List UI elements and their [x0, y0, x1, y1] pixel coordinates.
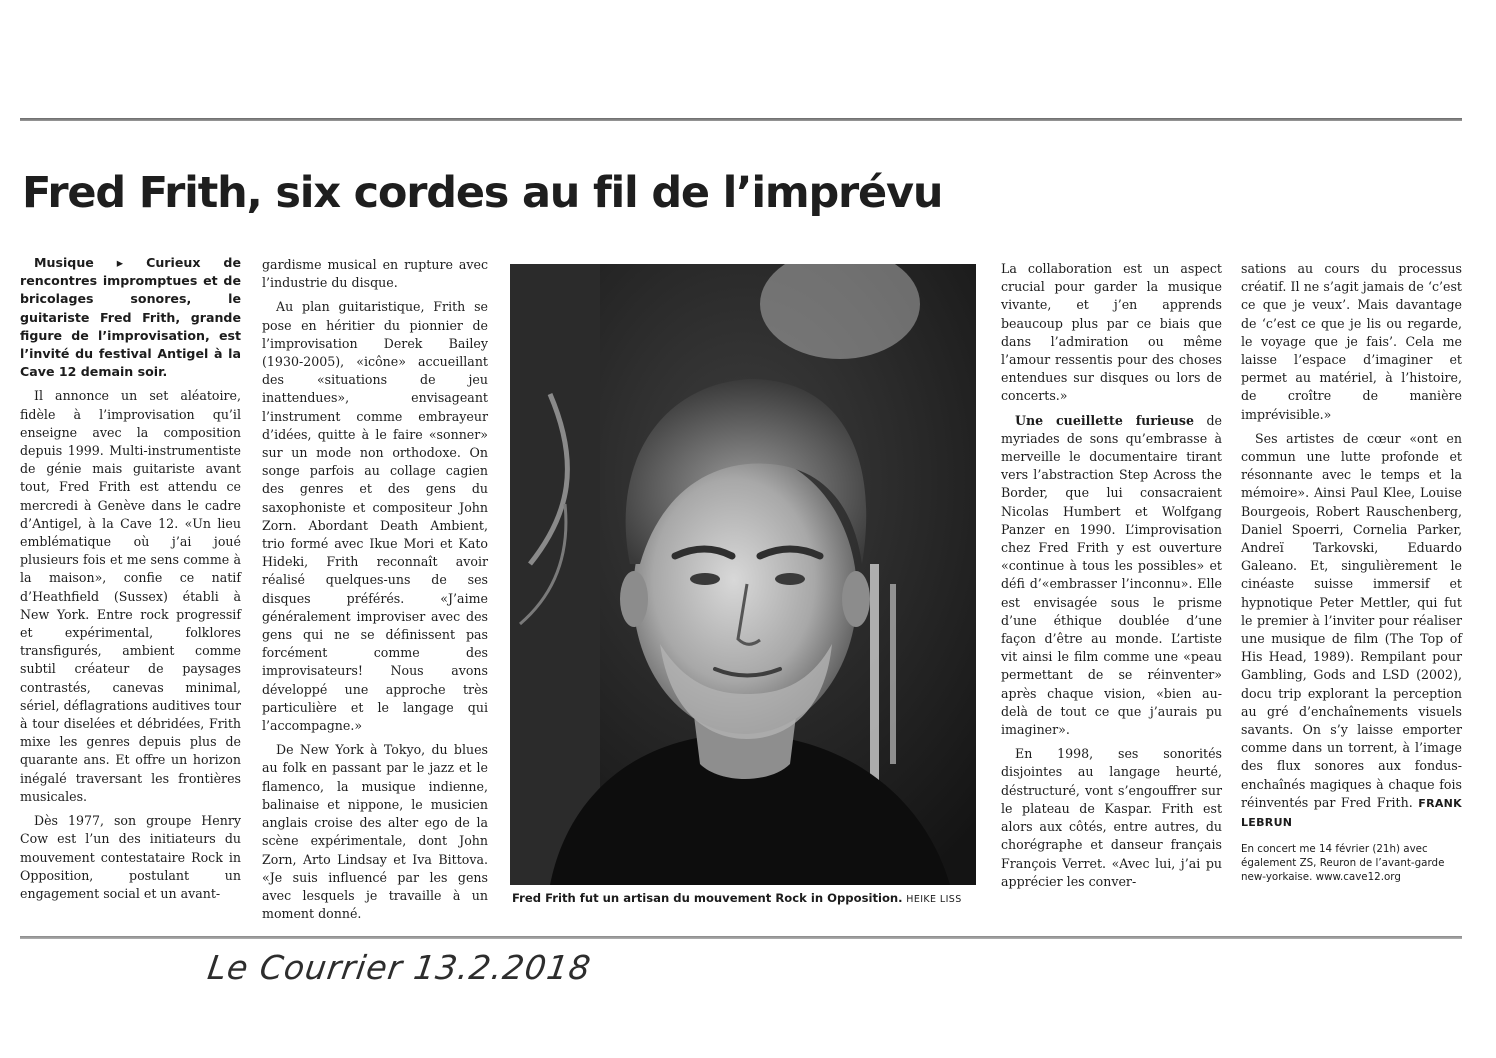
- portrait-illustration: [510, 264, 976, 885]
- body-paragraph: sations au cours du processus créatif. Il ne s’agit jamais de ‘c’est ce que je veux’. Mais davantage de ‘c’est ce que je lis ou regarde, le voyage que je fais’. Cela me laisse l’espace d’imaginer et permet au matériel, à l’histoire, de croître de manière imprévisible.»: [1241, 261, 1462, 422]
- column-3: [1001, 260, 1222, 891]
- subheading-paragraph-text: de myriades de sons qu’embrasse à merveille le documentaire tirant vers l’abstraction Step Across the Border, que lui consacraient Nicolas Humbert et Wolfgang Panzer en 1990. L’improvisation chez Fred Frith y est ouverture «continue à tous les possibles» et défi d’«embrasser l’inconnu». Elle est envisagée sous le prisme d’une éthique doublée d’une façon d’être au monde. L’artiste vit ainsi le film comme une «peau permettant de se réinventer» après chaque vision, «bien au-delà de tout ce que j’aurais pu imaginer».: [1001, 412, 1222, 738]
- body-paragraph: [1241, 430, 1462, 832]
- bottom-rule: [20, 936, 1462, 939]
- headline: Fred Frith, six cordes au fil de l’imprévu: [22, 168, 943, 218]
- rubric-label: Musique ▸: [34, 255, 124, 270]
- body-paragraph: Il annonce un set aléatoire, fidèle à l’improvisation qu’il enseigne avec la composition depuis 1999. Multi-instrumentiste de génie mais guitariste avant tout, Fred Frith est attendu ce mercredi à Genève dans le cadre d’Antigel, à la Cave 12. «Un lieu emblématique où j’ai joué plusieurs fois et me sens comme à la maison», confie ce natif d’Heathfield (Sussex) établi à New York. Entre rock progressif et expérimental, folklores transfigurés, ambient comme subtil créateur de paysages contrastés, canevas minimal, sériel, déflagrations auditives tour à tour diselées et débridées, Frith mixe les genres depuis plus de quarante ans. Et offre un horizon inégalé traversant les frontières musicales.: [20, 388, 241, 804]
- body-paragraph: En 1998, ses sonorités disjointes au langage heurté, déstructuré, vont s’engouffrer sur le plateau de Kaspar. Frith est alors aux côtés, entre autres, du chorégraphe et danseur français François Verret. «Avec lui, j’ai pu apprécier les conver-: [1001, 746, 1222, 889]
- concert-info: En concert me 14 février (21h) avec également ZS, Reuron de l’avant-garde new-yorkaise. www.cave12.org: [1241, 843, 1445, 884]
- top-rule: [20, 118, 1462, 121]
- body-paragraph: Dès 1977, son groupe Henry Cow est l’un des initiateurs du mouvement contestataire Rock in Opposition, postulant un engagement social et un avant-: [20, 813, 241, 901]
- body-paragraph: [1001, 412, 1222, 740]
- body-paragraph: gardisme musical en rupture avec l’industrie du disque.: [262, 257, 488, 291]
- subheading: Une cueillette furieuse: [1015, 412, 1194, 428]
- column-2: [262, 256, 488, 923]
- author-byline: FRANK LEBRUN: [1241, 796, 1462, 830]
- photo-credit: HEIKE LISS: [906, 894, 962, 905]
- column-4: [1241, 260, 1462, 884]
- photo-caption: [512, 891, 982, 905]
- caption-text: Fred Frith fut un artisan du mouvement Rock in Opposition.: [512, 891, 903, 905]
- body-paragraph: La collaboration est un aspect crucial pour garder la musique vivante, et j’en apprends beaucoup plus par ce biais que dans l’admiration ou même l’amour ressentis pour des choses entendues sur disques ou lors de concerts.»: [1001, 261, 1222, 404]
- final-paragraph-text: Ses artistes de cœur «ont en commun une lutte profonde et résonnante avec le temps et la mémoire». Ainsi Paul Klee, Louise Bourgeois, Robert Rauschenberg, Daniel Spoerri, Cornelia Parker, Andreï Tarkovski, Eduardo Galeano. Et, singulièrement le cinéaste suisse immersif et hypnotique Peter Mettler, qui fut le premier à l’inviter pour réaliser une musique de film (The Top of His Head, 1989). Rempilant pour Gambling, Gods and LSD (2002), docu trip explorant la perception au gré d’enchaînements visuels savants. On s’y laisse emporter comme dans un torrent, à l’image des flux sonores aux fondus-enchaînés magiques à chaque fois réinventés par Fred Frith.: [1241, 430, 1462, 810]
- column-1: [20, 254, 241, 903]
- lead-text: Curieux de rencontres impromptues et de bricolages sonores, le guitariste Fred Frith, grande figure de l’improvisation, est l’invité du festival Antigel à la Cave 12 demain soir.: [20, 255, 241, 380]
- portrait-photo: [510, 264, 976, 885]
- body-paragraph: Au plan guitaristique, Frith se pose en héritier du pionnier de l’improvisation Derek Bailey (1930-2005), «icône» accueillant des «situations de jeu inattendues», envisageant l’instrument comme embrayeur d’idées, quitte à le faire «sonner» sur un mode non orthodoxe. On songe parfois au collage cagien des genres et des gens du saxophoniste et compositeur John Zorn. Abordant Death Ambient, trio formé avec Ikue Mori et Kato Hideki, Frith reconnaît avoir réalisé quelques-uns de ses disques préférés. «J’aime généralement improviser avec des gens qui ne se définissent pas forcément comme des improvisateurs! Nous avons développé une approche très particulière et le langage qui l’accompagne.»: [262, 299, 488, 734]
- body-paragraph: De New York à Tokyo, du blues au folk en passant par le jazz et le flamenco, la musique indienne, balinaise et nippone, le musicien anglais croise des alter ego de la scène expérimentale, dont John Zorn, Arto Lindsay et Iva Bittova. «Je suis influencé par les gens avec lesquels je travaille à un moment donné.: [262, 742, 488, 922]
- lead-paragraph: [20, 254, 241, 381]
- handwritten-note: Le Courrier 13.2.2018: [205, 948, 594, 987]
